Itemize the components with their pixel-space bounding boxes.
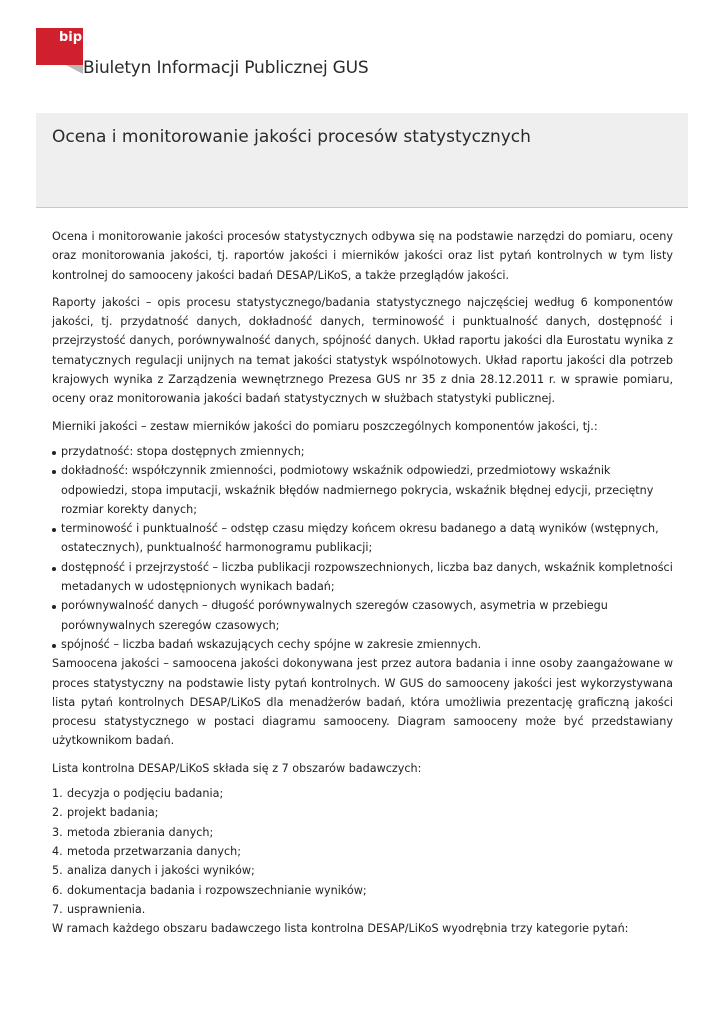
- list-item: dostępność i przejrzystość – liczba publikacji rozpowszechnionych, liczba baz danych, wskaźnik kompletności metadanych w udostępnionych wynikach badań;: [52, 558, 673, 597]
- list-text: dokumentacja badania i rozpowszechnianie wyników;: [67, 883, 367, 897]
- list-item: [52, 861, 673, 880]
- bip-logo[interactable]: [36, 19, 83, 74]
- page-title-panel: [36, 113, 688, 208]
- list-number: 5.: [52, 864, 63, 878]
- measures-intro: Mierniki jakości – zestaw mierników jakości do pomiaru poszczególnych komponentów jakości, tj.:: [52, 419, 598, 433]
- list-item: [52, 900, 673, 919]
- list-item: [52, 803, 673, 822]
- page-title: Ocena i monitorowanie jakości procesów statystycznych: [52, 127, 531, 147]
- list-text: projekt badania;: [67, 806, 159, 820]
- list-item: dokładność: współczynnik zmienności, podmiotowy wskaźnik odpowiedzi, przedmiotowy wskaźnik odpowiedzi, stopa imputacji, wskaźnik błędów nadmiernego pokrycia, wskaźnik błędnej edycji, przeciętny rozmiar korekty danych;: [52, 461, 673, 519]
- svg-text:bip: bip: [59, 30, 83, 45]
- list-text: analiza danych i jakości wyników;: [67, 864, 255, 878]
- list-text: usprawnienia.: [67, 902, 146, 916]
- checklist-intro: Lista kontrolna DESAP/LiKoS składa się z 7 obszarów badawczych:: [52, 761, 422, 775]
- closing-paragraph: W ramach każdego obszaru badawczego lista kontrolna DESAP/LiKoS wyodrębnia trzy kategorie pytań:: [52, 922, 629, 936]
- list-number: 7.: [52, 902, 63, 916]
- list-item: przydatność: stopa dostępnych zmiennych;: [52, 442, 673, 461]
- list-item: porównywalność danych – długość porównywalnych szeregów czasowych, asymetria w przebiegu porównywalnych szeregów czasowych;: [52, 596, 673, 635]
- measures-list: [52, 442, 673, 654]
- list-item: [52, 842, 673, 861]
- article-body: [52, 227, 673, 946]
- list-text: metoda zbierania danych;: [67, 825, 214, 839]
- list-item: [52, 881, 673, 900]
- intro-paragraph: Ocena i monitorowanie jakości procesów statystycznych odbywa się na podstawie narzędzi do pomiaru, oceny oraz monitorowania jakości, tj. raportów jakości i mierników jakości oraz list pytań kontrolnych w tym listy kontrolnej do samooceny jakości badań DESAP/LiKoS, a także przeglądów jakości.: [52, 230, 673, 282]
- list-text: metoda przetwarzania danych;: [67, 844, 241, 858]
- self-assessment-paragraph: Samoocena jakości – samoocena jakości dokonywana jest przez autora badania i inne osoby zaangażowane w proces statystyczny na podstawie listy pytań kontrolnych. W GUS do samooceny jakości jest wykorzystywana lista pytań kontrolnych DESAP/LiKoS dla menadżerów badań, która umożliwia prezentację graficzną jakości procesu statystycznego w postaci diagramu samooceny. Diagram samooceny może być przedstawiany użytkownikom badań.: [52, 657, 673, 748]
- list-number: 4.: [52, 844, 63, 858]
- list-item: [52, 784, 673, 803]
- list-item: spójność – liczba badań wskazujących cechy spójne w zakresie zmiennych.: [52, 635, 673, 654]
- list-number: 2.: [52, 806, 63, 820]
- list-item: terminowość i punktualność – odstęp czasu między końcem okresu badanego a datą wyników (wstępnych, ostatecznych), punktualność harmonogramu publikacji;: [52, 519, 673, 558]
- reports-paragraph: Raporty jakości – opis procesu statystycznego/badania statystycznego najczęściej według 6 komponentów jakości, tj. przydatność danych, dokładność danych, terminowość i punktualność danych, dostępność i przejrzystość danych, porównywalność danych, spójność danych. Układ raportu jakości dla Eurostatu wynika z tematycznych regulacji unijnych na temat jakości statystyk wspólnotowych. Układ raportu jakości dla potrzeb krajowych wynika z Zarządzenia wewnętrznego Prezesa GUS nr 35 z dnia 28.12.2011 r. w sprawie pomiaru, oceny oraz monitorowania jakości badań statystycznych w służbach statystyki publicznej.: [52, 295, 673, 406]
- list-text: decyzja o podjęciu badania;: [67, 787, 224, 801]
- areas-list: [52, 784, 673, 919]
- list-number: 1.: [52, 787, 63, 801]
- site-title[interactable]: Biuletyn Informacji Publicznej GUS: [83, 58, 369, 78]
- list-number: 3.: [52, 825, 63, 839]
- bip-logo-graphic: [36, 19, 83, 74]
- list-number: 6.: [52, 883, 63, 897]
- list-item: [52, 823, 673, 842]
